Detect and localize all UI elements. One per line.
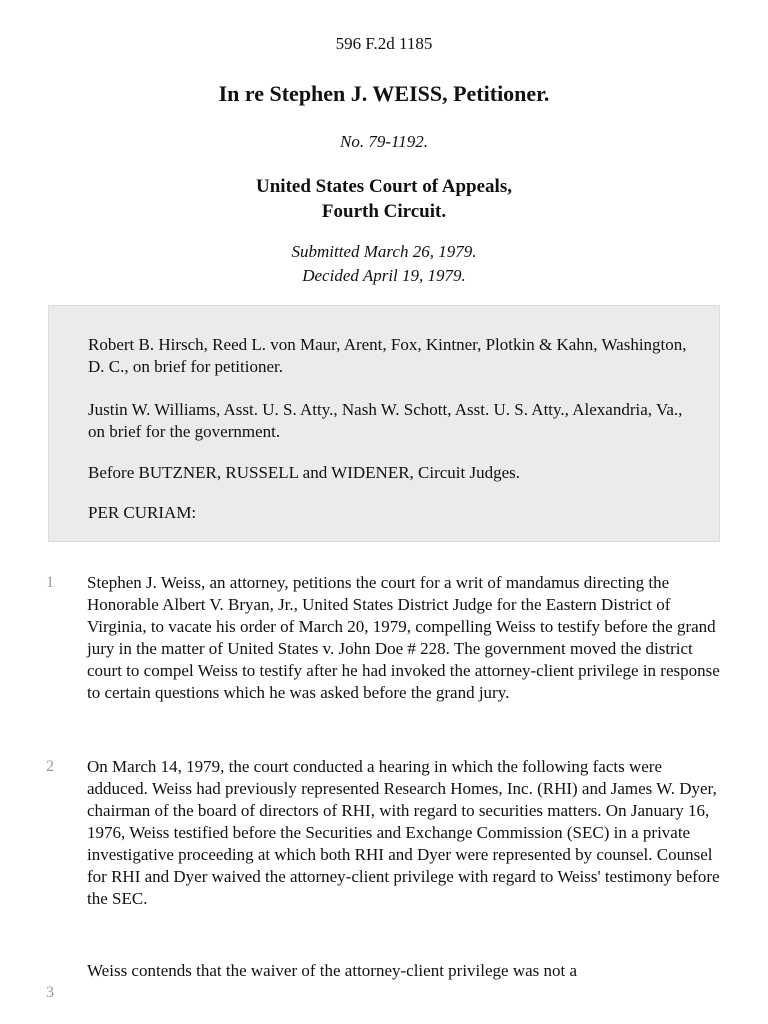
court-name: [0, 174, 768, 224]
per-curiam: PER CURIAM:: [88, 503, 197, 522]
paragraph-number: 1: [46, 574, 54, 591]
paragraph-number: 3: [46, 984, 54, 1001]
court-name-line2: Fourth Circuit.: [321, 201, 447, 222]
counsel-panel: [48, 305, 720, 542]
panel-judges: Before BUTZNER, RUSSELL and WIDENER, Circuit Judges.: [88, 463, 521, 482]
docket-number: No. 79-1192.: [340, 132, 428, 151]
case-dates: [0, 240, 768, 288]
paragraph-number: 2: [46, 758, 54, 775]
paragraph-text: Stephen J. Weiss, an attorney, petitions the court for a writ of mandamus directing the Honorable Albert V. Bryan, Jr., United States District Judge for the Eastern District of Virginia, to vacate his order of March 20, 1979, compelling Weiss to testify before the grand jury in the matter of United States v. John Doe # 228. The government moved the district court to compel Weiss to testify after he had invoked the attorney-client privilege in response to certain questions which he was asked before the grand jury.: [87, 573, 720, 702]
paragraph-text: Weiss contends that the waiver of the attorney-client privilege was not a: [87, 961, 578, 980]
decided-date: Decided April 19, 1979.: [302, 266, 466, 285]
counsel-petitioner: Robert B. Hirsch, Reed L. von Maur, Arent, Fox, Kintner, Plotkin & Kahn, Washington, D. C., on brief for petitioner.: [88, 335, 687, 376]
case-citation: 596 F.2d 1185: [335, 34, 433, 53]
case-title: In re Stephen J. WEISS, Petitioner.: [218, 81, 550, 106]
paragraph-text: On March 14, 1979, the court conducted a hearing in which the following facts were adduced. Weiss had previously represented Research Homes, Inc. (RHI) and James W. Dyer, chairman of the board of directors of RHI, with regard to securities matters. On January 16, 1976, Weiss testified before the Securities and Exchange Commission (SEC) in a private investigative proceeding at which both RHI and Dyer were represented by counsel. Counsel for RHI and Dyer waived the attorney-client privilege with regard to Weiss' testimony before the SEC.: [87, 757, 720, 908]
submitted-date: Submitted March 26, 1979.: [291, 242, 477, 261]
counsel-government: Justin W. Williams, Asst. U. S. Atty., Nash W. Schott, Asst. U. S. Atty., Alexandria, Va., on brief for the government.: [88, 400, 683, 441]
court-name-line1: United States Court of Appeals,: [256, 176, 512, 197]
